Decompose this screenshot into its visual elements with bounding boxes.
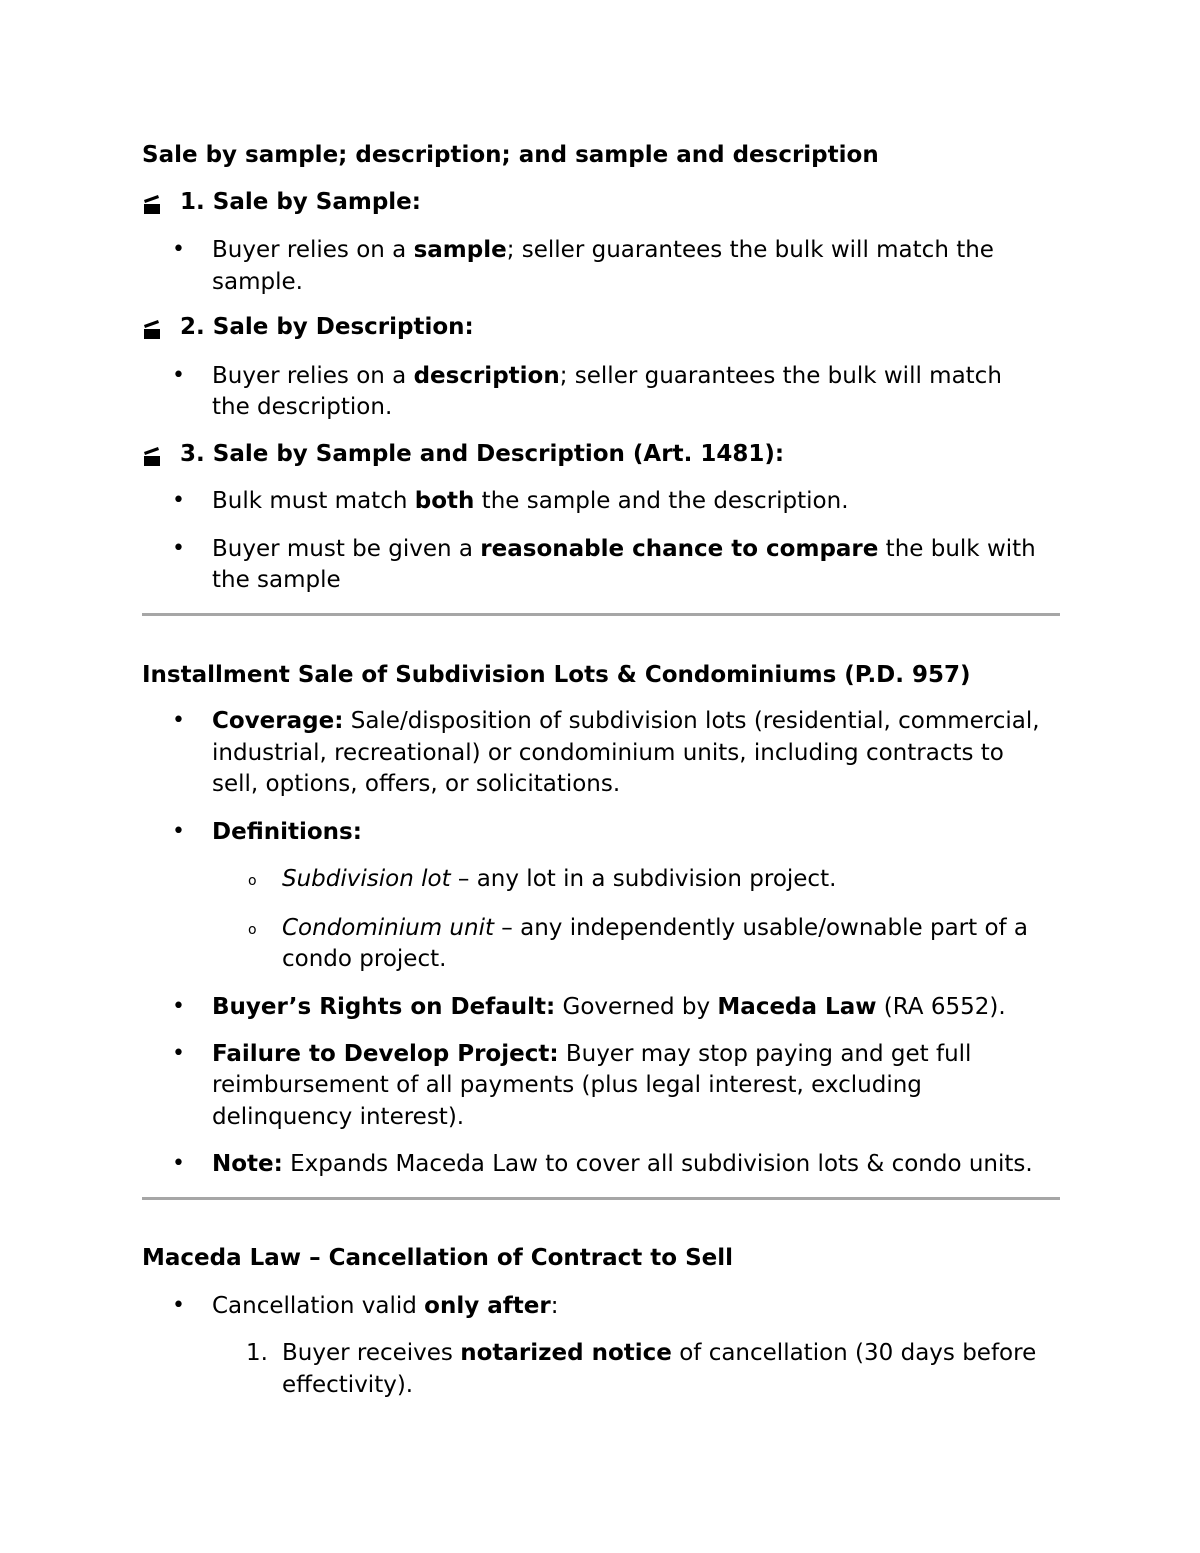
clapperboard-icon: [142, 319, 162, 341]
numbered-item-text-cont: effectivity).: [282, 1372, 414, 1398]
heading-sale-by-sample: 1. Sale by Sample:: [180, 189, 421, 215]
section-title-installment-sale: Installment Sale of Subdivision Lots & Condominiums (P.D. 957): [142, 662, 971, 688]
buyers-rights-text: Buyer’s Rights on Default: Governed by Maceda Law (RA 6552).: [212, 994, 1006, 1020]
definition-condominium-unit-cont: condo project.: [282, 946, 447, 972]
coverage-text-cont: sell, options, offers, or solicitations.: [212, 771, 621, 797]
bullet-icon: •: [172, 1151, 185, 1176]
bullet-icon: •: [172, 819, 185, 844]
coverage-text: Coverage: Sale/disposition of subdivision lots (residential, commercial,: [212, 708, 1040, 734]
bullet-icon: •: [172, 1293, 185, 1318]
coverage-text-cont: industrial, recreational) or condominium units, including contracts to: [212, 740, 1004, 766]
section-title-maceda-law: Maceda Law – Cancellation of Contract to Sell: [142, 1245, 734, 1271]
failure-text-cont: delinquency interest).: [212, 1104, 465, 1130]
circle-bullet-icon: o: [248, 922, 257, 938]
cancellation-text: Cancellation valid only after:: [212, 1293, 559, 1319]
circle-bullet-icon: o: [248, 873, 257, 889]
horizontal-rule: [142, 1197, 1060, 1200]
failure-text-cont: reimbursement of all payments (plus legal interest, excluding: [212, 1072, 922, 1098]
bullet-icon: •: [172, 237, 185, 262]
bullet-icon: •: [172, 1041, 185, 1066]
bullet-icon: •: [172, 994, 185, 1019]
bullet-text: Bulk must match both the sample and the description.: [212, 488, 849, 514]
bullet-icon: •: [172, 488, 185, 513]
definitions-label: Definitions:: [212, 819, 362, 845]
numbered-item-text: Buyer receives notarized notice of cancellation (30 days before: [282, 1340, 1037, 1366]
section-title-sale-by-sample: Sale by sample; description; and sample and description: [142, 142, 879, 168]
heading-sale-by-description: 2. Sale by Description:: [180, 314, 474, 340]
bullet-icon: •: [172, 536, 185, 561]
bullet-text-cont: the sample: [212, 567, 341, 593]
horizontal-rule: [142, 613, 1060, 616]
bullet-text: Buyer must be given a reasonable chance to compare the bulk with: [212, 536, 1036, 562]
clapperboard-icon: [142, 194, 162, 216]
definition-condominium-unit: Condominium unit – any independently usable/ownable part of a: [282, 915, 1029, 941]
bullet-text-cont: the description.: [212, 394, 393, 420]
heading-sale-by-sample-and-description: 3. Sale by Sample and Description (Art. 1481):: [180, 441, 785, 467]
bullet-icon: •: [172, 708, 185, 733]
clapperboard-icon: [142, 446, 162, 468]
bullet-icon: •: [172, 363, 185, 388]
definition-subdivision-lot: Subdivision lot – any lot in a subdivision project.: [282, 866, 837, 892]
note-text: Note: Expands Maceda Law to cover all subdivision lots & condo units.: [212, 1151, 1033, 1177]
bullet-text-cont: sample.: [212, 269, 303, 295]
list-number: 1.: [246, 1340, 268, 1366]
bullet-text: Buyer relies on a description; seller guarantees the bulk will match: [212, 363, 1002, 389]
bullet-text: Buyer relies on a sample; seller guarantees the bulk will match the: [212, 237, 994, 263]
failure-text: Failure to Develop Project: Buyer may stop paying and get full: [212, 1041, 972, 1067]
